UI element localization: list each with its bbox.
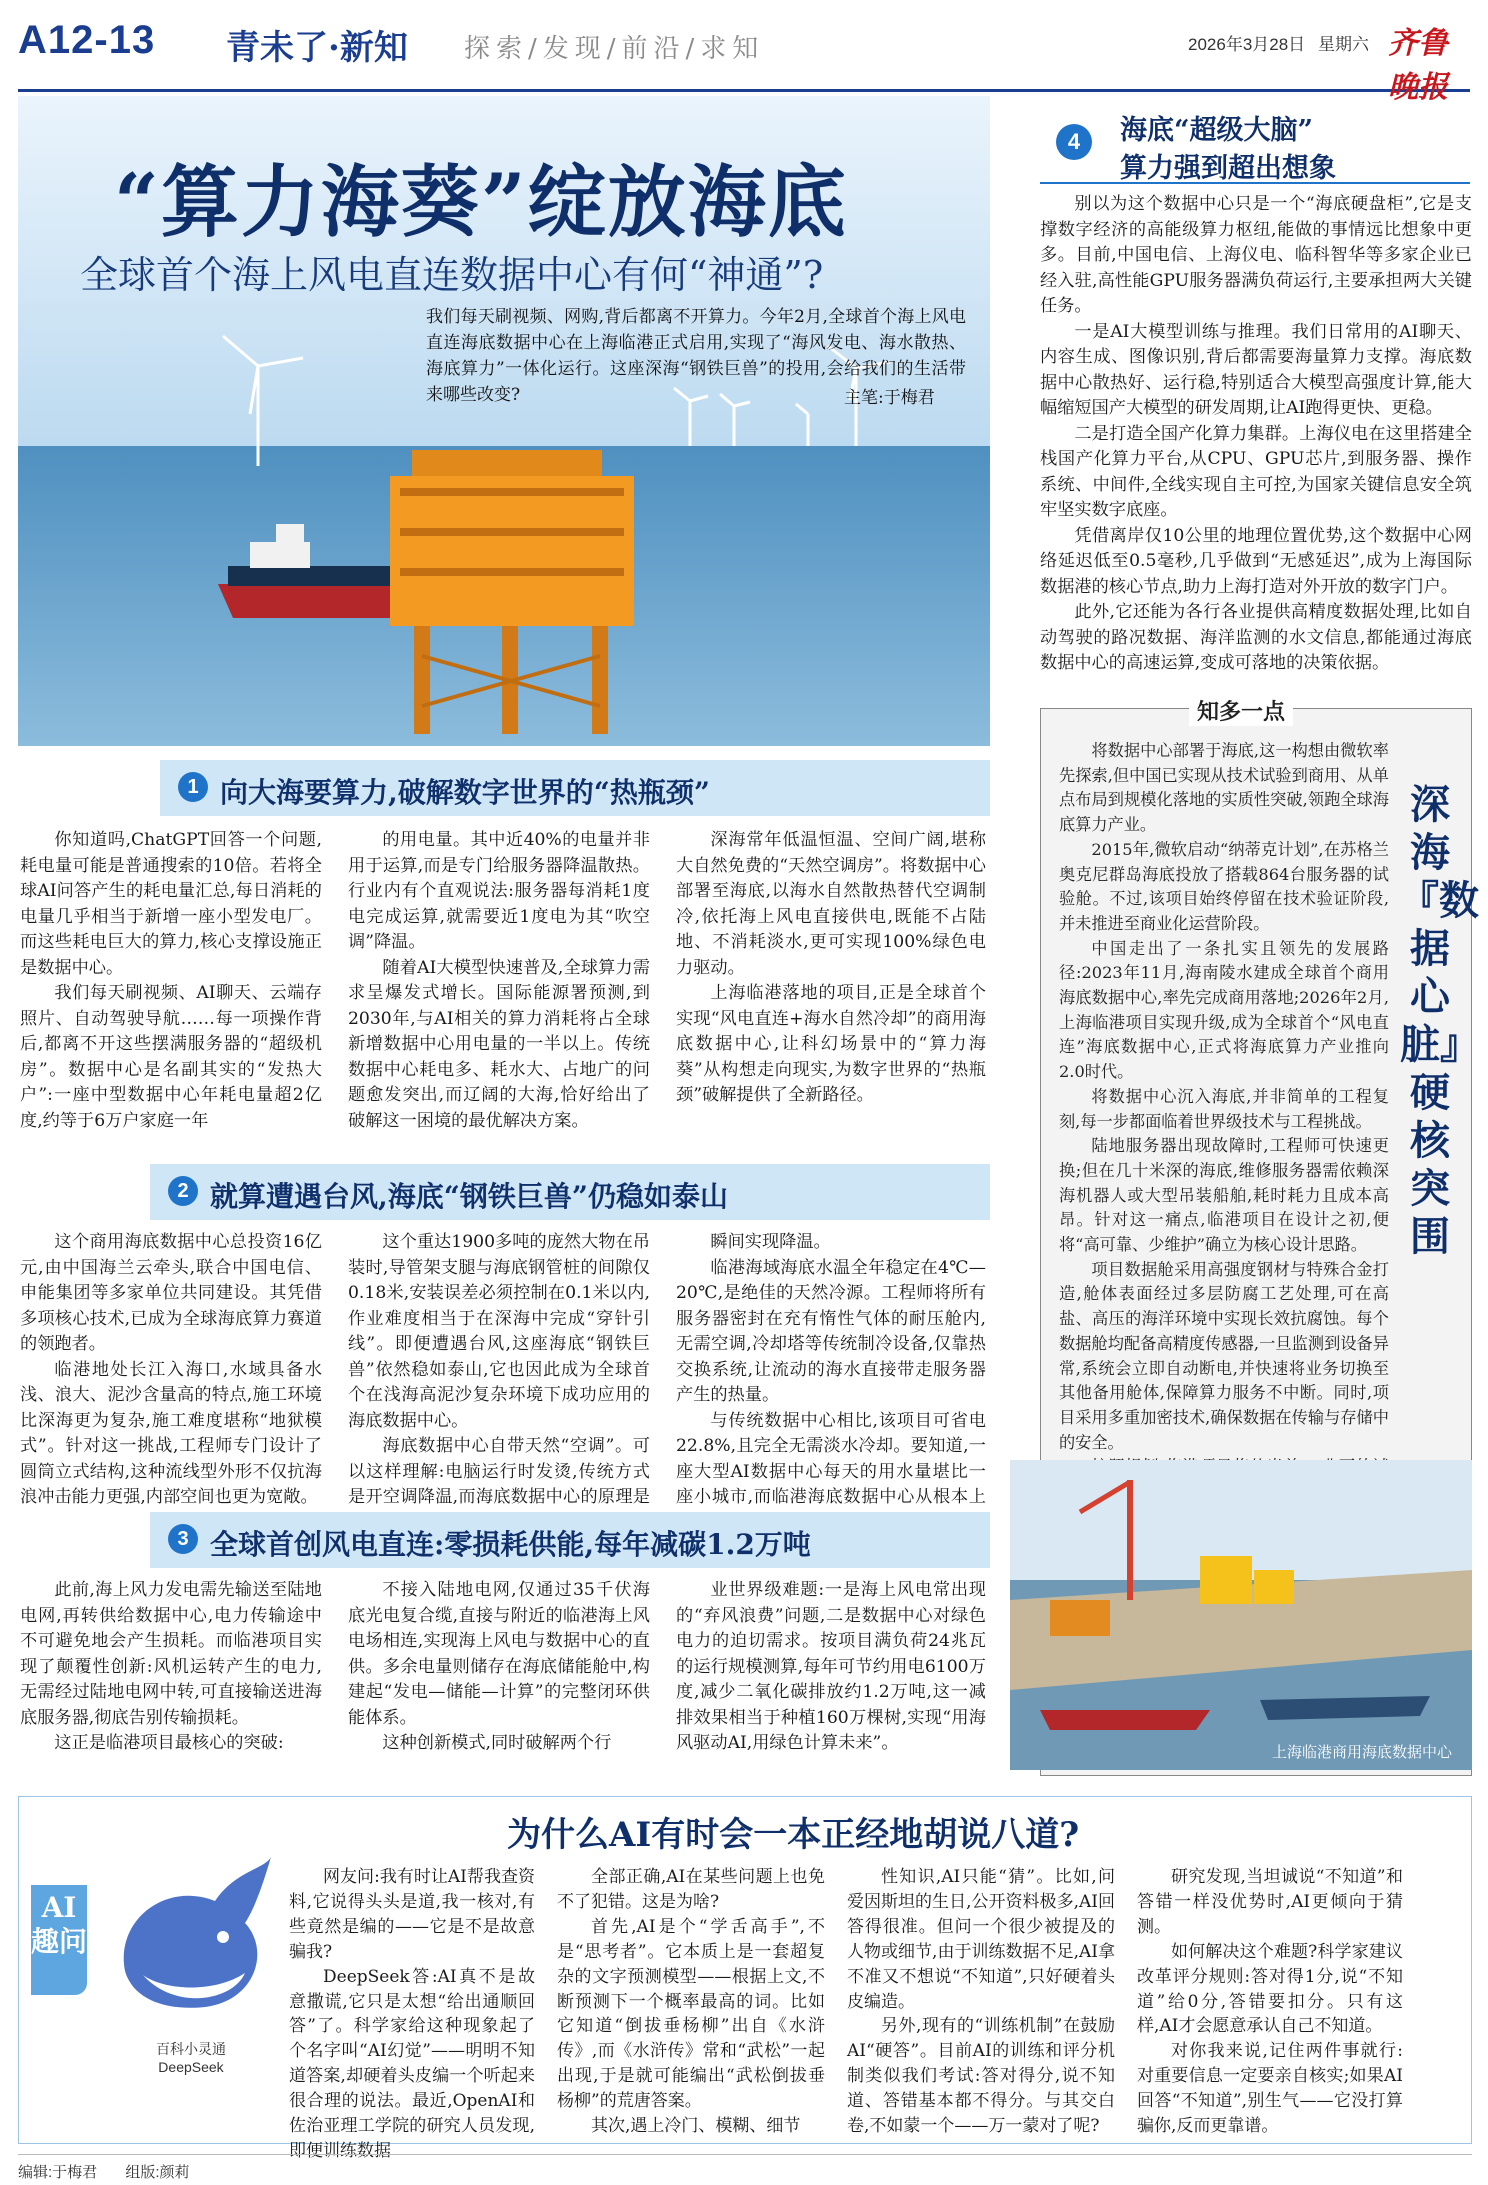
section-1-title: 向大海要算力,破解数字世界的“热瓶颈”	[220, 776, 710, 809]
issue-weekday: 星期六	[1318, 35, 1369, 55]
section-2-title: 就算遭遇台风,海底“钢铁巨兽”仍稳如泰山	[210, 1180, 728, 1213]
data-center-platform	[390, 450, 634, 734]
ai-column-3: 性知识,AI只能“猜”。比如,问爱因斯坦的生日,公开资料极多,AI回答得很准。但问一个很少被提及的人物或细节,由于训练数据不足,AI拿不准又不想说“不知道”,只好硬着头皮编造。 另外,现有的“训练机制”在鼓励AI“硬答”。目前AI的训练和评分机制类似我们考试:答对得分,说不知道、答错基本都不得分。与其交白卷,不如蒙一个——万一蒙对了呢?	[847, 1867, 1115, 2137]
page-number: A12-13	[18, 18, 156, 62]
section-1-column-2: 的用电量。其中近40%的电量并非用于运算,而是专门给服务器降温散热。行业内有个直观说法:服务器每消耗1度电完成运算,就需要近1度电为其“吹空调”降温。 随着AI大模型快速普及,全球算力需求呈爆发式增长。国际能源署预测,到2030年,与AI相关的算力消耗将占全球新增数据中心用电量的一半以上。传统数据中心耗电多、耗水大、占地广的问题愈发突出,而辽阔的大海,恰好给出了破解这一困境的最优解决方案。	[348, 830, 650, 1131]
section-2-column-1: 这个商用海底数据中心总投资16亿元,由中国海兰云牵头,联合中国电信、申能集团等多家单位共同建设。其凭借多项核心技术,已成为全球海底算力赛道的领跑者。 临港地处长江入海口,水域具备水浅、浪大、泥沙含量高的特点,施工环境比深海更为复杂,施工难度堪称“地狱模式”。针对这一挑战,工程师专门设计了圆筒立式结构,这种流线型外形不仅抗海浪冲击能力更强,内部空间也更为宽敞。	[20, 1232, 322, 1507]
newspaper-logo: 齐鲁晚报	[1388, 26, 1448, 105]
section-number-badge: 4	[1056, 124, 1092, 160]
section-4-header	[1040, 108, 1470, 188]
section-2-column-3: 瞬间实现降温。 临港海域海底水温全年稳定在4℃—20℃,是绝佳的天然冷源。工程师将所有服务器密封在充有惰性气体的耐压舱内,无需空调,冷却塔等传统制冷设备,仅靠热交换系统,让流动的海水直接带走服务器产生的热量。 与传统数据中心相比,该项目可省电22.8%,且完全无需淡水冷却。要知道,一座大型AI数据中心每天的用水量堪比一座小城市,而临港海底数据中心从根本上	[676, 1232, 986, 1507]
mascot-label: 百科小灵通 DeepSeek	[156, 2041, 226, 2075]
section-2-header	[150, 1164, 990, 1220]
section-3-column-2: 不接入陆地电网,仅通过35千伏海底光电复合缆,直接与附近的临港海上风电场相连,实现海上风电与数据中心的直供。多余电量则储存在海底储能舱中,构建起“发电—储能—计算”的完整闭环供能体系。 这种创新模式,同时破解两个行	[348, 1580, 650, 1753]
section-1-column-1: 你知道吗,ChatGPT回答一个问题,耗电量可能是普通搜索的10倍。若将全球AI问答产生的耗电量汇总,每日消耗的电量几乎相当于新增一座小型发电厂。而这些耗电巨大的算力,核心支撑设施正是数据中心。 我们每天刷视频、AI聊天、云端存照片、自动驾驶导航……每一项操作背后,都离不开这些摆满服务器的“超级机房”。数据中心是名副其实的“发热大户”:一座中型数据中心年耗电量超2亿度,约等于6万户家庭一年	[20, 830, 322, 1131]
section-4-title-line-1: 海底“超级大脑”	[1120, 115, 1314, 146]
section-name: 青未了·新知	[226, 28, 408, 68]
ai-column-4: 研究发现,当坦诚说“不知道”和答错一样没优势时,AI更倾向于猜测。 如何解决这个难题?科学家建议改革评分规则:答对得1分,说“不知道”给0分,答错要扣分。只有这样,AI才会愿意承认自己不知道。 对你我来说,记住两件事就行:对重要信息一定要亲自核实;如果AI回答“不知道”,别生气——它没打算骗你,反而更靠谱。	[1137, 1867, 1403, 2137]
page-footer	[18, 2154, 1472, 2182]
section-1-column-3: 深海常年低温恒温、空间广阔,堪称大自然免费的“天然空调房”。将数据中心部署至海底,以海水自然散热替代空调制冷,依托海上风电直接供电,既能不占陆地、不消耗淡水,更可实现100%绿色电力驱动。 上海临港落地的项目,正是全球首个实现“风电直连+海水自然冷却”的商用海底数据中心,让科幻场景中的“算力海葵”从构想走向现实,为数字世界的“热瓶颈”破解提供了全新路径。	[676, 830, 986, 1105]
section-4-title-line-2: 算力强到超出想象	[1120, 153, 1336, 184]
ai-box-title: 为什么AI有时会一本正经地胡说八道?	[507, 1815, 1080, 1855]
editor-credit: 编辑:于梅君	[18, 2164, 98, 2181]
section-3-column-3: 业世界级难题:一是海上风电常出现的“弃风浪费”问题,二是数据中心对绿色电力的迫切需求。按项目满负荷24兆瓦的运行规模测算,每年可节约用电6100万度,减少二氧化碳排放约1.2万吨,这一减排效果相当于种植160万棵树,实现“用海风驱动AI,用绿色计算未来”。	[676, 1580, 986, 1753]
section-subtitle: 探索/发现/前沿/求知	[464, 34, 765, 64]
ai-question-box	[18, 1796, 1472, 2161]
ai-box-tab: AI趣问	[31, 1885, 87, 1995]
knowledge-box-body: 将数据中心部署于海底,这一构想由微软率先探索,但中国已实现从技术试验到商用、从单点布局到规模化落地的实质性突破,领跑全球海底算力产业。 2015年,微软启动“纳蒂克计划”,在苏格兰奥克尼群岛海底投放了搭载864台服务器的试验舱。不过,该项目始终停留在技术验证阶段,并未推进至商业化运营阶段。 中国走出了一条扎实且领先的发展路径:2023年11月,海南陵水建成全球首个商用海底数据中心,率先完成商用落地;2026年2月,上海临港项目实现升级,成为全球首个“风电直连”海底数据中心,正式将海底算力产业推向2.0时代。 将数据中心沉入海底,并非简单的工程复刻,每一步都面临着世界级技术与工程挑战。 陆地服务器出现故障时,工程师可快速更换;但在几十米深的海底,维修服务器需依赖深海机器人或大型吊装船舶,耗时耗力且成本高昂。针对这一痛点,临港项目在设计之初,便将“高可靠、少维护”确立为核心设计思路。 项目数据舱采用高强度钢材与特殊合金打造,舱体表面经过多层防腐工艺处理,可在高盐、高压的海洋环境中实现长效抗腐蚀。每个数据舱均配备高精度传感器,一旦监测到设备异常,系统会立即自动断电,并快速将业务切换至其他备用舱体,保障算力服务不中断。同时,项目采用多重加密技术,确保数据在传输与存储中的安全。	[1059, 741, 1389, 1452]
harbor-illustration	[1010, 1460, 1472, 1770]
section-3-column-1: 此前,海上风力发电需先输送至陆地电网,再转供给数据中心,电力传输途中不可避免地会产生损耗。而临港项目实现了颠覆性创新:风机运转产生的电力,无需经过陆地电网中转,可直接输送进海底服务器,彻底告别传输损耗。 这正是临港项目最核心的突破:	[20, 1580, 322, 1753]
layout-credit: 组版:颜莉	[125, 2164, 190, 2181]
main-subheadline: 全球首个海上风电直连数据中心有何“神通”?	[80, 253, 824, 297]
whale-mascot-icon	[105, 1851, 275, 2031]
issue-date: 2026年3月28日	[1188, 35, 1306, 54]
knowledge-box-title: 知多一点	[1189, 695, 1293, 726]
knowledge-box-side-title: 深海『数据心脏』硬核突围	[1399, 781, 1479, 1260]
main-headline: “算力海葵”绽放海底	[114, 157, 848, 248]
harbor-photo	[1010, 1460, 1472, 1770]
lede-paragraph: 我们每天刷视频、网购,背后都离不开算力。今年2月,全球首个海上风电直连海底数据中心在上海临港正式启用,实现了“海风发电、海水散热、海底算力”一体化运行。这座深海“钢铁巨兽”的投用,会给我们的生活带来哪些改变?	[426, 307, 966, 405]
section-4-body: 别以为这个数据中心只是一个“海底硬盘柜”,它是支撑数字经济的高能级算力枢纽,能做的事情远比想象中更多。目前,中国电信、上海仪电、临科智华等多家企业已经入驻,高性能GPU服务器满负荷运行,主要承担两大关键任务。 一是AI大模型训练与推理。我们日常用的AI聊天、内容生成、图像识别,背后都需要海量算力支撑。海底数据中心散热好、运行稳,特别适合大模型高强度计算,能大幅缩短国产大模型的研发周期,让AI跑得更快、更稳。 二是打造全国产化算力集群。上海仪电在这里搭建全栈国产化算力平台,从CPU、GPU芯片,到服务器、操作系统、中间件,全线实现自主可控,为国家关键信息安全筑牢坚实数字底座。 凭借离岸仅10公里的地理位置优势,这个数据中心网络延迟低至0.5毫秒,几乎做到“无感延迟”,成为上海国际数据港的核心节点,助力上海打造对外开放的数字门户。 此外,它还能为各行各业提供高精度数据处理,比如自动驾驶的路况数据、海洋监测的水文信息,都能通过海底数据中心的高速运算,变成可落地的决策依据。	[1040, 194, 1472, 673]
section-3-header	[150, 1512, 990, 1568]
ai-column-1: 网友问:我有时让AI帮我查资料,它说得头头是道,我一核对,有些竟然是编的——它是不是故意骗我? DeepSeek答:AI真不是故意撒谎,它只是太想“给出通顺回答”了。科学家给这种现象起了个名字叫“AI幻觉”——明明不知道答案,却硬着头皮编一个听起来很合理的说法。最近,OpenAI和佐治亚理工学院的研究人员发现,即便训练数据	[289, 1867, 535, 2161]
section-number-badge: 3	[168, 1524, 198, 1554]
ai-column-2: 全部正确,AI在某些问题上也免不了犯错。这是为啥? 首先,AI是个“学舌高手”,不是“思考者”。它本质上是一套超复杂的文字预测模型——根据上文,不断预测下一个概率最高的词。比如它知道“倒拔垂杨柳”出自《水浒传》,而《水浒传》常和“武松”一起出现,于是就可能编出“武松倒拔垂杨柳”的荒唐答案。 其次,遇上冷门、模糊、细节	[557, 1867, 825, 2137]
hero-photo	[18, 96, 990, 746]
lede-author: 主笔:于梅君	[844, 388, 935, 408]
photo-caption: 上海临港商用海底数据中心	[1271, 1744, 1452, 1761]
section-1-header	[160, 760, 990, 816]
section-3-title: 全球首创风电直连:零损耗供能,每年减碳1.2万吨	[210, 1528, 811, 1561]
section-number-badge: 2	[168, 1176, 198, 1206]
section-2-column-2: 这个重达1900多吨的庞然大物在吊装时,导管架支腿与海底钢管桩的间隙仅0.18米,安装误差必须控制在0.1米以内,作业难度相当于在深海中完成“穿针引线”。即便遭遇台风,这座海底“钢铁巨兽”依然稳如泰山,它也因此成为全球首个在浅海高泥沙复杂环境下成功应用的海底数据中心。 海底数据中心自带天然“空调”。可以这样理解:电脑运行时发烫,传统方式是开空调降温,而海底数据中心的原理是	[348, 1232, 650, 1507]
section-4-underline	[1040, 182, 1470, 184]
section-number-badge: 1	[178, 772, 208, 802]
masthead	[18, 6, 1470, 105]
